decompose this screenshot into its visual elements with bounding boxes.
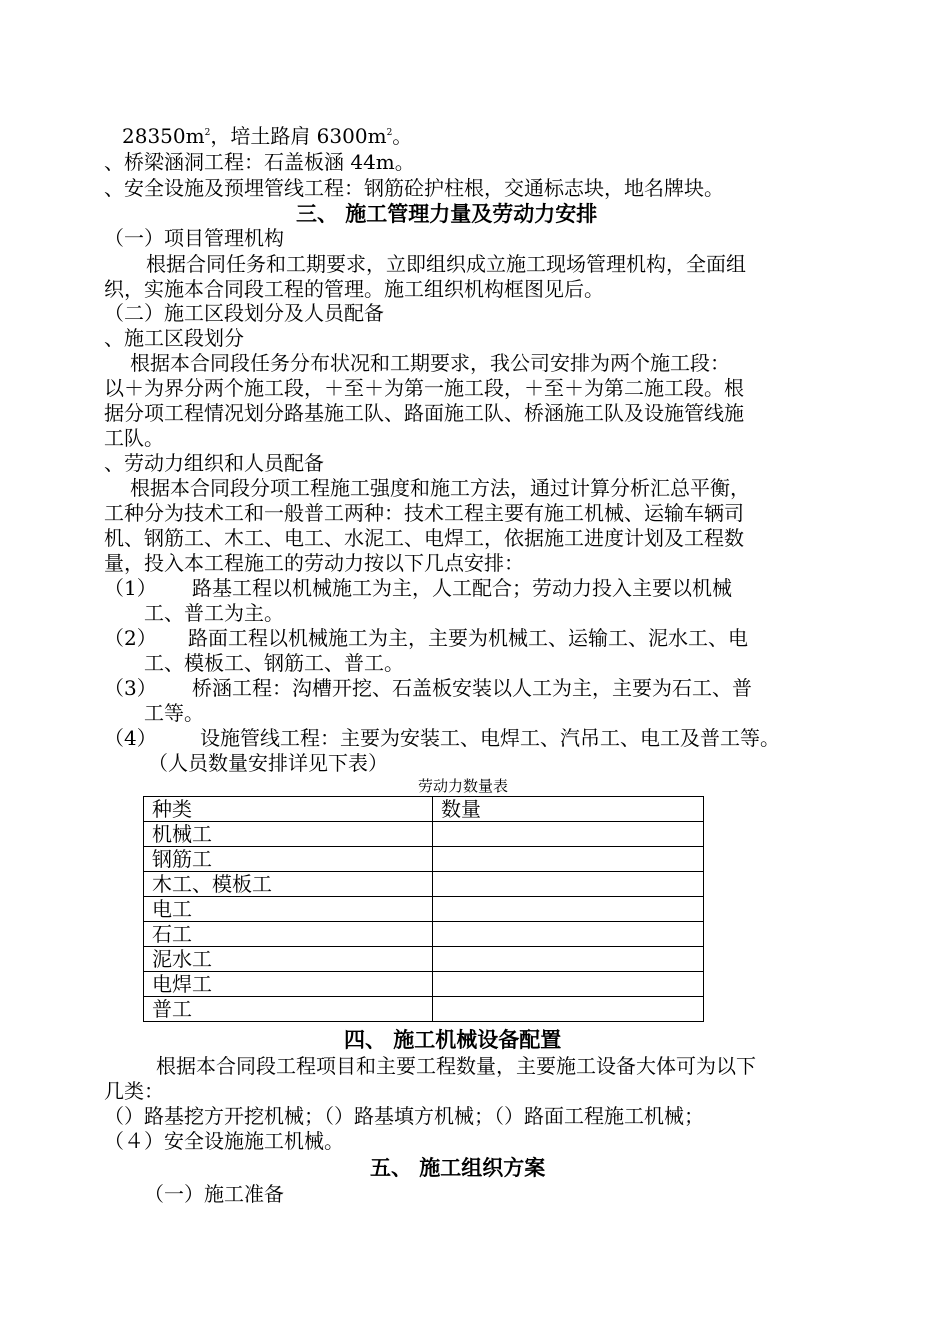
list-item-text: 路面工程以机械施工为主，主要为机械工、运输工、泥水工、电: [188, 626, 748, 650]
table-row: [144, 822, 704, 847]
table-caption: 劳动力数量表: [418, 777, 509, 795]
paragraph-line: 以＋为界分两个施工段，＋至＋为第一施工段，＋至＋为第二施工段。根: [104, 376, 744, 400]
table-row: [144, 947, 704, 972]
subheading: （一）施工准备: [144, 1182, 284, 1206]
list-item-number: （3）: [104, 676, 157, 700]
paragraph-line: 工队。: [104, 426, 164, 450]
paragraph-line: 根据本合同段任务分布状况和工期要求，我公司安排为两个施工段：: [130, 351, 730, 375]
table-cell-count: [433, 947, 704, 972]
list-item-text: 工等。: [144, 701, 204, 725]
section-heading-5: 五、 施工组织方案: [370, 1156, 546, 1180]
subheading: （二）施工区段划分及人员配备: [104, 301, 384, 325]
table-cell-count: [433, 897, 704, 922]
paragraph-line: （）路基挖方开挖机械；（）路基填方机械；（）路面工程施工机械；: [104, 1104, 704, 1128]
section-heading-4: 四、 施工机械设备配置: [344, 1028, 562, 1052]
paragraph-line: （４）安全设施施工机械。: [104, 1129, 344, 1153]
list-item-number: （4）: [104, 726, 157, 750]
list-item-number: （2）: [104, 626, 157, 650]
table-header-row: [144, 797, 704, 822]
table-row: [144, 997, 704, 1022]
table-header-cell: 种类: [144, 797, 433, 822]
subheading: 、施工区段划分: [104, 326, 244, 350]
section-heading-3: 三、 施工管理力量及劳动力安排: [296, 202, 598, 226]
table-row: [144, 847, 704, 872]
table-cell-type: 木工、模板工: [144, 872, 433, 897]
table-cell-type: 泥水工: [144, 947, 433, 972]
table-cell-type: 电焊工: [144, 972, 433, 997]
text-line: 、桥梁涵洞工程：石盖板涵 44m。: [104, 150, 415, 174]
table-cell-count: [433, 972, 704, 997]
table-cell-type: 机械工: [144, 822, 433, 847]
table-note: （人员数量安排详见下表）: [148, 751, 388, 775]
table-cell-type: 电工: [144, 897, 433, 922]
paragraph-line: 机、钢筋工、木工、电工、水泥工、电焊工，依据施工进度计划及工程数: [104, 526, 744, 550]
table-cell-count: [433, 922, 704, 947]
paragraph-line: 量，投入本工程施工的劳动力按以下几点安排：: [104, 551, 524, 575]
table-cell-count: [433, 847, 704, 872]
paragraph-line: 根据本合同段分项工程施工强度和施工方法，通过计算分析汇总平衡，: [130, 476, 750, 500]
table-cell-count: [433, 872, 704, 897]
paragraph-line: 织，实施本合同段工程的管理。施工组织机构框图见后。: [104, 277, 604, 301]
list-item-text: 设施管线工程：主要为安装工、电焊工、汽吊工、电工及普工等。: [200, 726, 780, 750]
subheading: 、劳动力组织和人员配备: [104, 451, 324, 475]
subheading: （一）项目管理机构: [104, 226, 284, 250]
labor-table: [143, 796, 704, 1022]
text-line: $28350m^2$，培土路肩 $6300m^2$。: [122, 124, 413, 148]
paragraph-line: 根据本合同段工程项目和主要工程数量，主要施工设备大体可为以下: [156, 1054, 756, 1078]
table-row: [144, 897, 704, 922]
list-item-text: 路基工程以机械施工为主，人工配合；劳动力投入主要以机械: [192, 576, 732, 600]
text-line: 、安全设施及预埋管线工程：钢筋砼护柱根，交通标志块，地名牌块。: [104, 176, 724, 200]
table-row: [144, 922, 704, 947]
paragraph-line: 根据合同任务和工期要求，立即组织成立施工现场管理机构，全面组: [146, 252, 746, 276]
table-cell-type: 普工: [144, 997, 433, 1022]
table-row: [144, 872, 704, 897]
paragraph-line: 几类：: [104, 1079, 164, 1103]
table-header-cell: 数量: [433, 797, 704, 822]
list-item-text: 工、模板工、钢筋工、普工。: [144, 651, 404, 675]
paragraph-line: 工种分为技术工和一般普工两种：技术工程主要有施工机械、运输车辆司: [104, 501, 744, 525]
list-item-text: 桥涵工程：沟槽开挖、石盖板安装以人工为主，主要为石工、普: [192, 676, 752, 700]
table-cell-count: [433, 997, 704, 1022]
table-row: [144, 972, 704, 997]
list-item-number: （1）: [104, 576, 157, 600]
paragraph-line: 据分项工程情况划分路基施工队、路面施工队、桥涵施工队及设施管线施: [104, 401, 744, 425]
table-cell-type: 石工: [144, 922, 433, 947]
table-cell-count: [433, 822, 704, 847]
table-cell-type: 钢筋工: [144, 847, 433, 872]
list-item-text: 工、普工为主。: [144, 601, 284, 625]
